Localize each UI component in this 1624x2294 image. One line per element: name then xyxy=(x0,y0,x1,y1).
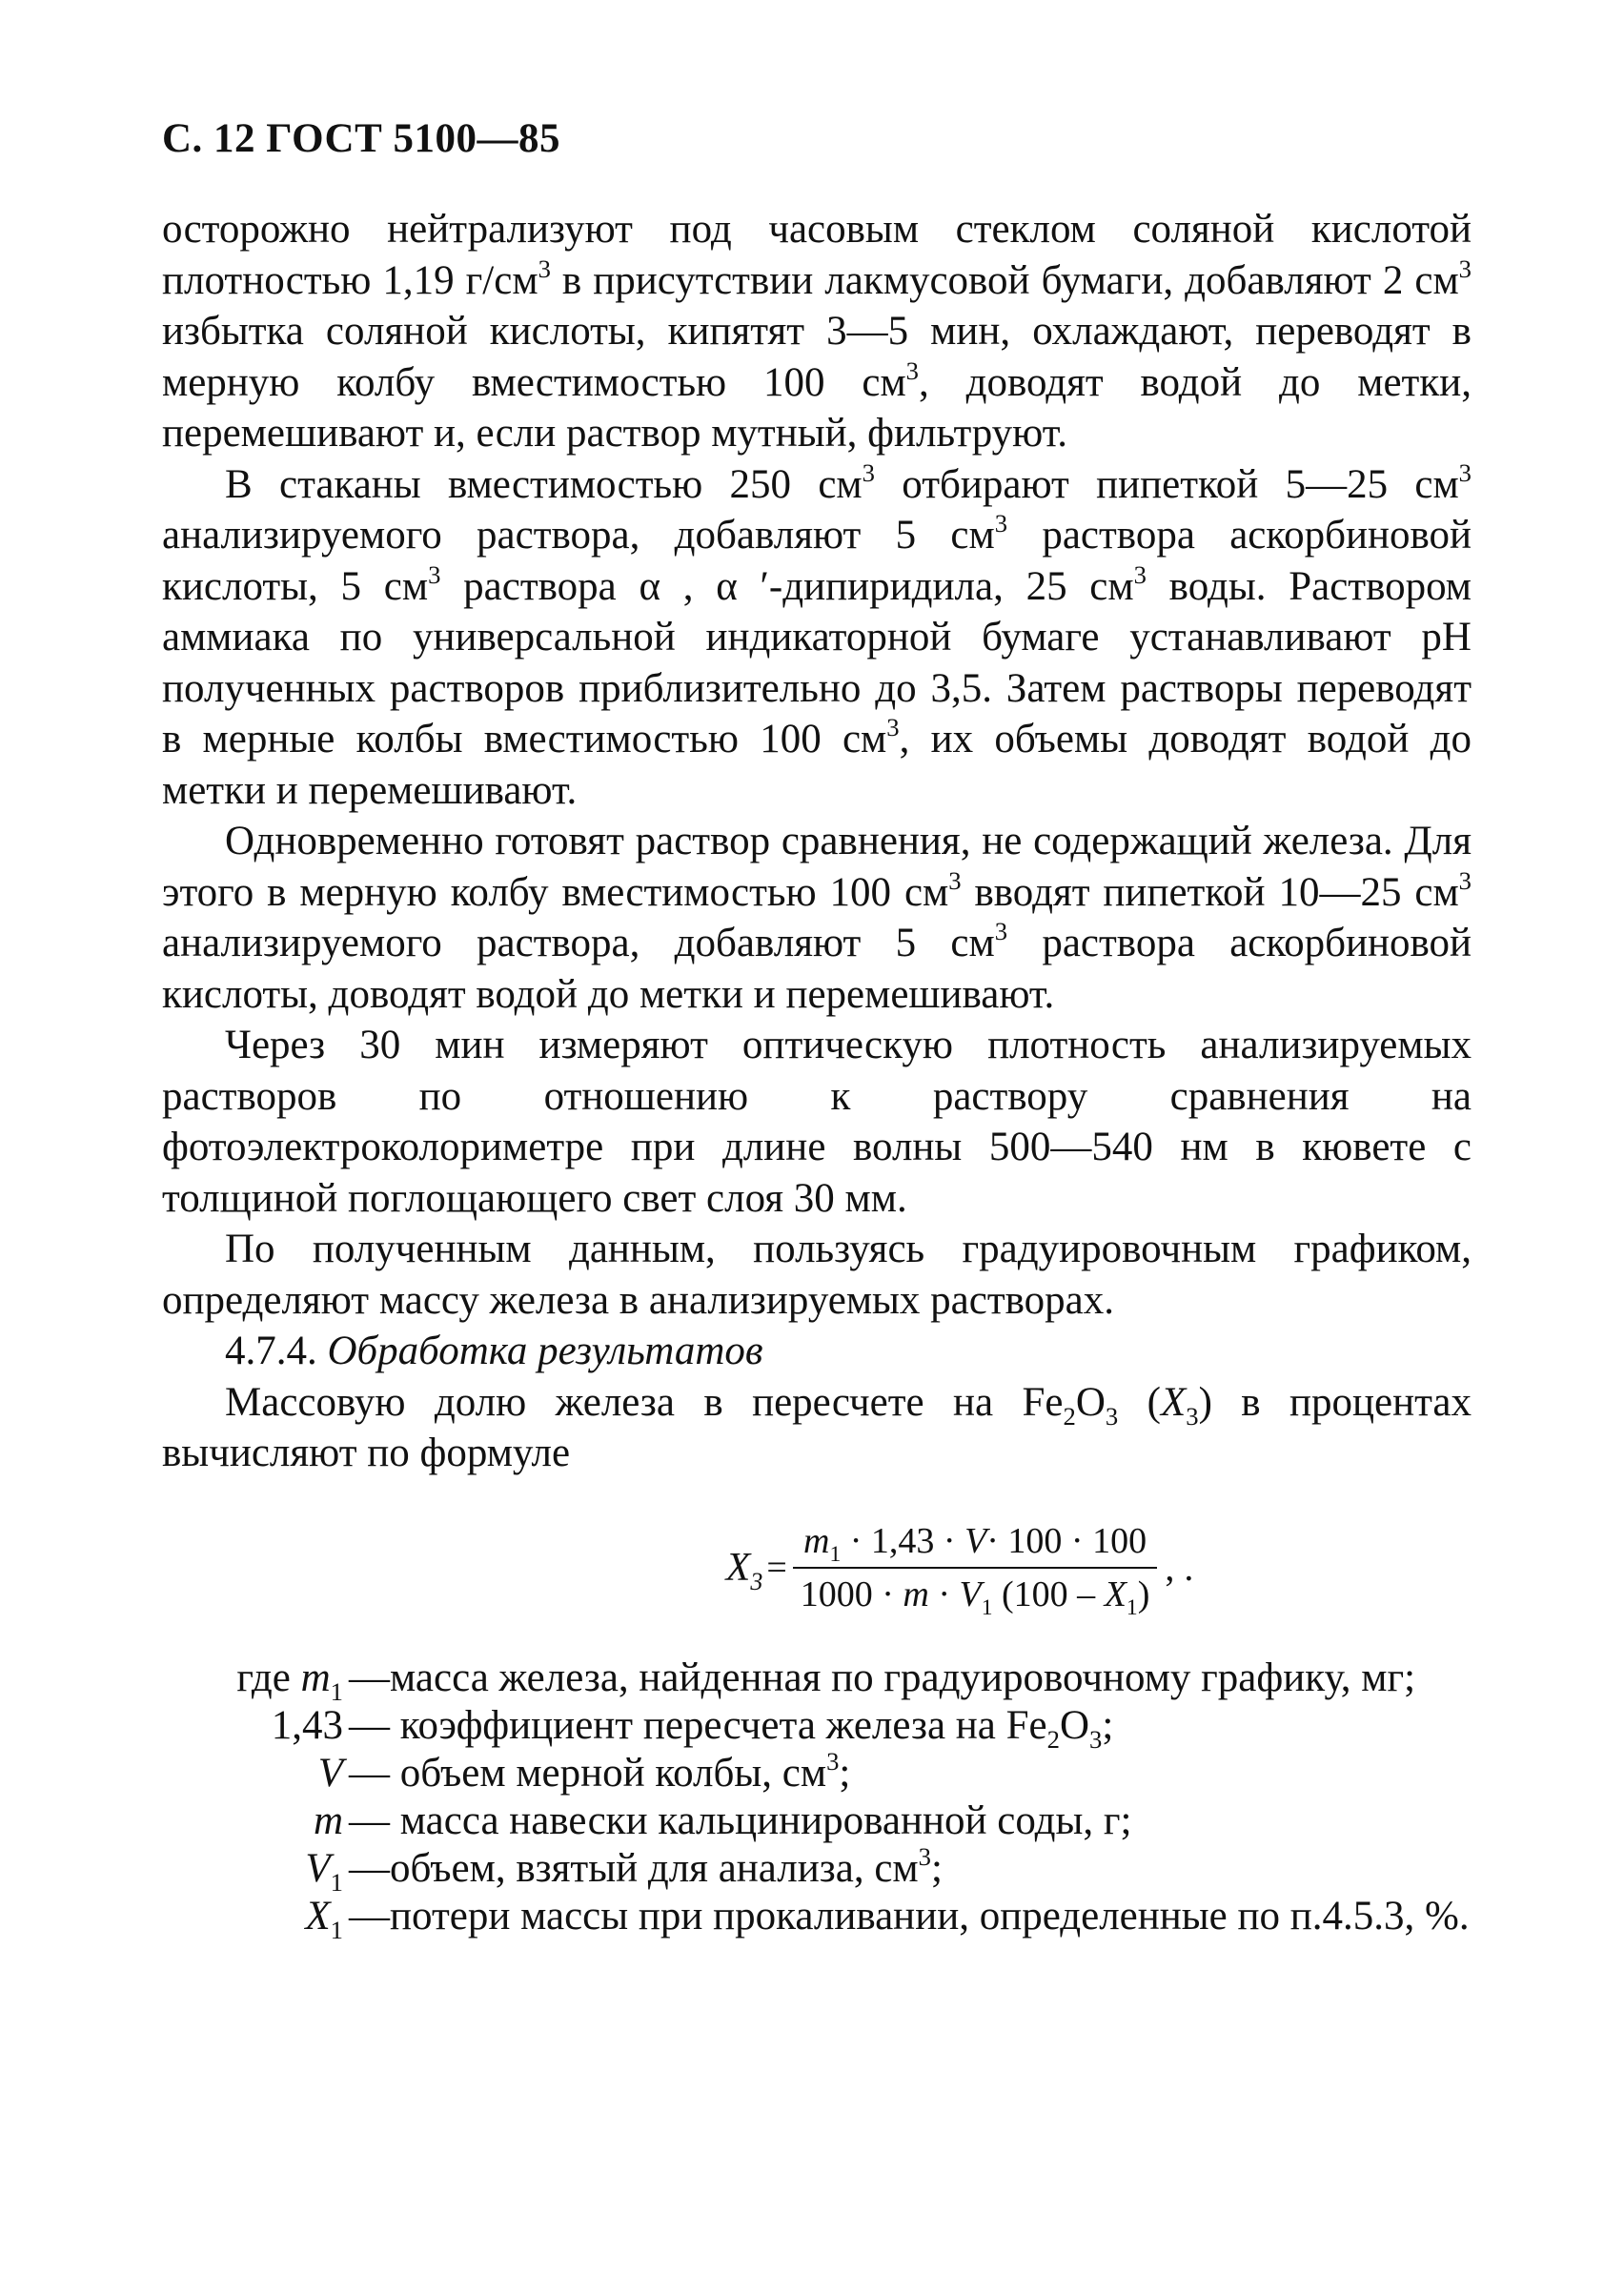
superscript: 3 xyxy=(862,457,875,487)
paragraph-2 xyxy=(162,459,1472,817)
variable: X xyxy=(1104,1573,1127,1614)
definition-symbol xyxy=(162,1893,349,1945)
where-label: где xyxy=(236,1655,301,1700)
definition-symbol: V xyxy=(317,1750,343,1796)
superscript: 3 xyxy=(1458,865,1472,895)
superscript: 3 xyxy=(428,559,441,589)
definition-x1 xyxy=(162,1893,1472,1945)
subscript: 1 xyxy=(330,1916,343,1945)
superscript: 3 xyxy=(1133,559,1147,589)
text-run: объем мерной колбы, см xyxy=(399,1750,827,1796)
paragraph-6 xyxy=(162,1377,1472,1479)
subscript: 1 xyxy=(829,1542,842,1568)
text-run: отбирают пипеткой 5—25 см xyxy=(874,461,1459,507)
page-header: С. 12 ГОСТ 5100—85 xyxy=(162,116,561,161)
text-run: O xyxy=(1075,1379,1106,1425)
definition-symbol: m xyxy=(313,1797,343,1843)
text-run: · 100 · 100 xyxy=(986,1520,1147,1561)
paragraph-4: Через 30 мин измеряют оптическую плотность анализируемых растворов по отношению к раствору сравнения на фотоэлектроколориметре при длине волны 500—540 нм в кювете с толщиной поглощающего свет слоя 30 мм. xyxy=(162,1023,1472,1221)
formula-x3 xyxy=(448,1519,1472,1621)
subscript: 1 xyxy=(330,1868,343,1898)
dash: — xyxy=(349,1893,390,1939)
text-run: Одновременно готовят раствор сравнения, не содержащий железа. Для этого в мерную колбу вместимостью 100 см xyxy=(162,819,1472,915)
paragraph-1 xyxy=(162,204,1472,459)
definition-symbol xyxy=(162,1655,349,1707)
text-run: ; xyxy=(1102,1702,1114,1748)
superscript: 3 xyxy=(994,509,1008,538)
dash: — xyxy=(349,1702,400,1748)
definition-1-43 xyxy=(162,1702,1472,1755)
text-run: Массовую долю железа в пересчете на Fe xyxy=(225,1379,1064,1425)
text-run: · 1,43 · xyxy=(841,1520,965,1561)
superscript: 3 xyxy=(948,865,962,895)
formula-tail: , . xyxy=(1165,1546,1194,1589)
equals-sign: = xyxy=(766,1547,787,1588)
text-run: раствора аскорбиновой кислоты, 5 см xyxy=(162,513,1472,609)
superscript: 3 xyxy=(1458,254,1472,283)
subscript: 1 xyxy=(1126,1595,1138,1621)
superscript: 3 xyxy=(918,1841,931,1871)
text-run: ) в процентах вычисляют по формуле xyxy=(162,1379,1472,1475)
document-page xyxy=(162,112,1472,1945)
variable: m xyxy=(300,1655,331,1700)
variable: V xyxy=(964,1520,987,1561)
subscript: 2 xyxy=(1063,1402,1076,1431)
superscript: 3 xyxy=(905,355,919,385)
text-run: потери массы при прокаливании, определенные по п.4.5.3, %. xyxy=(390,1893,1470,1939)
text-run: раствора аскорбиновой кислоты, доводят водой до метки и перемешивают. xyxy=(162,921,1472,1017)
dash: — xyxy=(349,1797,400,1843)
text-run: анализируемого раствора, добавляют 5 см xyxy=(162,513,995,558)
paragraph-5: По полученным данным, пользуясь градуировочным графиком, определяют массу железа в анализируемых растворах. xyxy=(162,1227,1472,1323)
subscript: 3 xyxy=(750,1568,763,1596)
definition-text xyxy=(349,1702,1472,1755)
definition-m xyxy=(162,1797,1472,1845)
variable-definitions xyxy=(162,1655,1472,1945)
superscript: 3 xyxy=(538,254,551,283)
formula-denominator xyxy=(793,1567,1158,1621)
definition-v xyxy=(162,1746,1472,1797)
superscript: 3 xyxy=(1458,457,1472,487)
text-run: раствора α , α ′-дипиридила, 25 см xyxy=(440,563,1134,609)
variable: m xyxy=(803,1520,830,1561)
dash: — xyxy=(349,1655,390,1700)
superscript: 3 xyxy=(886,713,900,742)
subscript: 3 xyxy=(1089,1725,1103,1755)
paragraph-3 xyxy=(162,816,1472,1020)
text-run: · xyxy=(928,1573,960,1614)
definition-text xyxy=(349,1841,1472,1893)
section-heading xyxy=(162,1326,1472,1377)
text-run: масса железа, найденная по градуировочному графику, мг; xyxy=(390,1655,1416,1700)
definition-symbol xyxy=(162,1845,349,1898)
text-run: объем, взятый для анализа, см xyxy=(390,1845,919,1891)
definition-text xyxy=(349,1655,1472,1702)
text-run: ( xyxy=(1118,1379,1161,1425)
text-run: анализируемого раствора, добавляют 5 см xyxy=(162,921,995,965)
text-run: ; xyxy=(839,1750,851,1796)
text-run: избытка соляной кислоты, кипятят 3—5 мин, охлаждают, переводят в мерную колбу вместимостью 100 см xyxy=(162,309,1472,405)
text-run: масса навески кальцинированной соды, г; xyxy=(399,1797,1132,1843)
definition-v1 xyxy=(162,1841,1472,1898)
subscript: 3 xyxy=(1186,1402,1199,1431)
superscript: 3 xyxy=(994,917,1008,946)
text-run: ) xyxy=(1137,1573,1150,1614)
text-run: в присутствии лакмусовой бумаги, добавляют 2 см xyxy=(550,257,1459,303)
variable: V xyxy=(305,1845,331,1891)
formula-numerator xyxy=(796,1519,1154,1567)
text-run: вводят пипеткой 10—25 см xyxy=(961,869,1459,915)
variable: X xyxy=(1160,1379,1187,1425)
text-run: , их объемы доводят водой до метки и перемешивают. xyxy=(162,717,1472,813)
subscript: 2 xyxy=(1046,1725,1060,1755)
text-run: осторожно нейтрализуют под часовым стеклом соляной кислотой плотностью 1,19 г/см xyxy=(162,207,1472,303)
definition-text xyxy=(349,1746,1472,1797)
formula-fraction xyxy=(793,1519,1158,1621)
text-run: , доводят водой до метки, перемешивают и, если раствор мутный, фильтруют. xyxy=(162,359,1472,456)
text-run: воды. Раствором аммиака по универсальной индикаторной бумаге устанавливают pH полученных растворов приблизительно до 3,5. Затем растворы переводят в мерные колбы вместимостью 100 см xyxy=(162,563,1472,761)
variable: X xyxy=(725,1545,751,1590)
definition-text xyxy=(349,1797,1472,1845)
subscript: 1 xyxy=(981,1595,993,1621)
section-title: Обработка результатов xyxy=(327,1329,763,1373)
subscript: 1 xyxy=(330,1677,343,1707)
definition-text xyxy=(349,1893,1472,1940)
text-run: (100 – xyxy=(992,1573,1105,1614)
text-run: 1000 · xyxy=(800,1573,903,1614)
text-run: В стаканы вместимостью 250 см xyxy=(225,461,863,507)
variable: V xyxy=(959,1573,982,1614)
formula-lhs xyxy=(725,1545,763,1596)
section-number: 4.7.4. xyxy=(225,1329,328,1373)
text-run: ; xyxy=(930,1845,943,1891)
variable: m xyxy=(903,1573,929,1614)
definition-m1 xyxy=(162,1655,1472,1707)
dash: — xyxy=(349,1750,400,1796)
subscript: 3 xyxy=(1105,1402,1119,1431)
variable: X xyxy=(305,1893,331,1939)
definition-symbol: 1,43 xyxy=(271,1702,343,1748)
dash: — xyxy=(349,1845,390,1891)
text-run: коэффициент пересчета железа на Fe xyxy=(399,1702,1047,1748)
superscript: 3 xyxy=(826,1746,840,1776)
text-run: O xyxy=(1059,1702,1090,1748)
